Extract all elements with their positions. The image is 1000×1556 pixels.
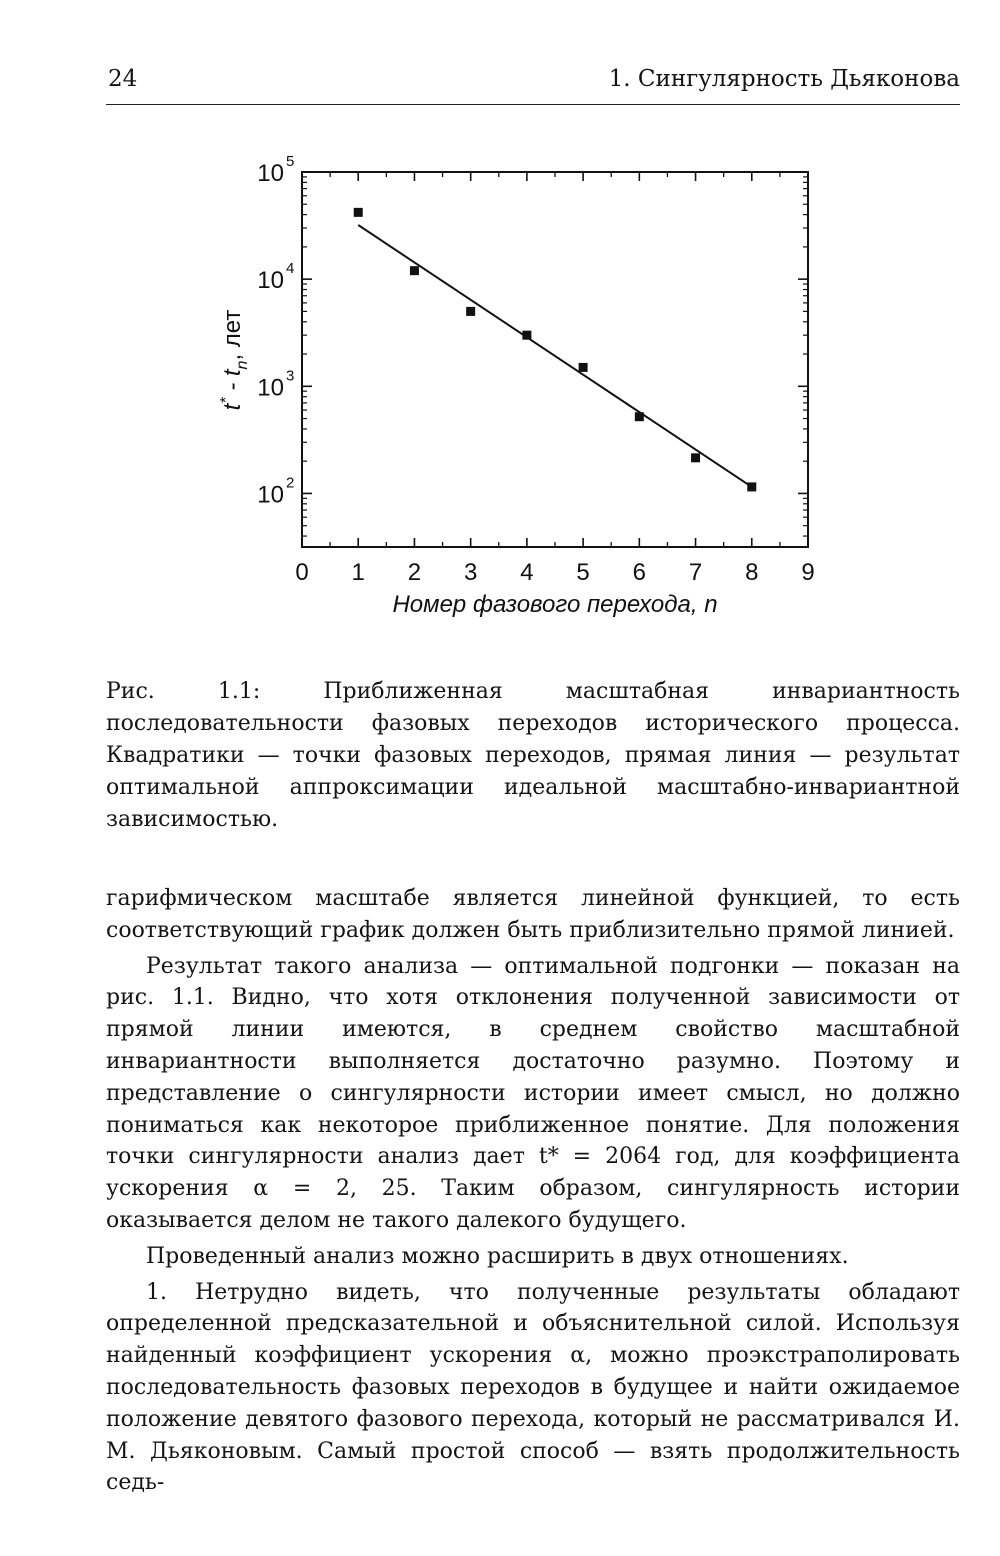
y-tick-exponent: 2 — [286, 474, 295, 492]
paragraph-2: Результат такого анализа — оптимальной подгонки — показан на рис. 1.1. Видно, что хотя отклонения полученной зависимости от прямой линии имеются, в среднем свойство масштабной инвариантности выполняется достаточно разумно. Поэтому и представление о сингулярности истории имеет смысл, но должно пониматься как некоторое приближенное понятие. Для положения точки сингулярности анализ дает t* = 2064 год, для коэффициента ускорения α = 2, 25. Таким образом, сингулярность истории оказывается делом не такого далекого будущего. — [106, 953, 960, 1233]
figure-chart — [200, 140, 840, 630]
paragraph-4: 1. Нетрудно видеть, что полученные результаты обладают определенной предсказательной и объяснительной силой. Используя найденный коэффициент ускорения α, можно проэкстраполировать последовательность фазовых переходов в будущее и найти ожидаемое положение девятого фазового перехода, который не рассматривался И. М. Дьяконовым. Самый простой способ — взять продолжительность седь- — [106, 1279, 960, 1496]
y-label-minus: - — [219, 376, 246, 398]
fit-line-group — [358, 225, 752, 487]
data-point — [410, 266, 419, 275]
y-tick-label: 10 — [257, 267, 284, 295]
x-tick-label: 6 — [632, 559, 647, 586]
y-tick-exponent: 4 — [286, 260, 295, 278]
y-tick-label: 10 — [257, 160, 284, 187]
data-point — [691, 453, 700, 462]
page-header — [106, 64, 960, 105]
y-axis-ticks — [257, 153, 808, 536]
y-tick-label: 10 — [257, 374, 284, 402]
plot-frame — [302, 172, 808, 547]
x-tick-label: 8 — [745, 559, 759, 586]
x-tick-label: 5 — [576, 559, 590, 586]
data-point — [635, 412, 644, 421]
y-label-star: * — [218, 397, 235, 404]
y-tick-exponent: 3 — [286, 367, 295, 385]
data-point — [466, 307, 475, 316]
y-label-sub: n — [234, 360, 251, 370]
y-label-unit: , лет — [219, 309, 246, 361]
y-tick-exponent: 5 — [286, 153, 295, 170]
data-point — [579, 363, 588, 372]
paragraph-3: Проведенный анализ можно расширить в двух отношениях. — [146, 1243, 849, 1269]
running-head: 1. Сингулярность Дьяконова — [608, 66, 960, 92]
data-point — [747, 482, 756, 491]
y-label-t: t — [219, 403, 246, 411]
x-tick-label: 9 — [801, 559, 815, 586]
body-text — [106, 883, 960, 1499]
x-tick-label: 3 — [463, 559, 478, 586]
fit-line — [358, 225, 752, 487]
x-tick-label: 2 — [407, 559, 422, 586]
y-label-tn: t — [219, 369, 246, 377]
x-tick-label: 4 — [520, 559, 534, 586]
paragraph-1: гарифмическом масштабе является линейной функцией, то есть соответствующий график должен быть приблизительно прямой линией. — [106, 886, 960, 943]
figure-caption: Рис. 1.1: Приближенная масштабная инвариантность последовательности фазовых переходов исторического процесса. Квадратики — точки фазовых переходов, прямая линия — результат оптимальной аппроксимации идеальной масштабно-инвариантной зависимостью. — [106, 679, 960, 832]
x-axis-label: Номер фазового перехода, n — [392, 591, 718, 618]
page-number: 24 — [108, 66, 138, 92]
data-point — [522, 331, 531, 340]
x-tick-label: 0 — [295, 559, 309, 586]
y-tick-label: 10 — [257, 481, 284, 509]
data-point — [354, 208, 363, 217]
x-tick-label: 1 — [351, 559, 365, 586]
y-axis-label — [218, 310, 251, 411]
x-tick-label: 7 — [688, 559, 703, 586]
